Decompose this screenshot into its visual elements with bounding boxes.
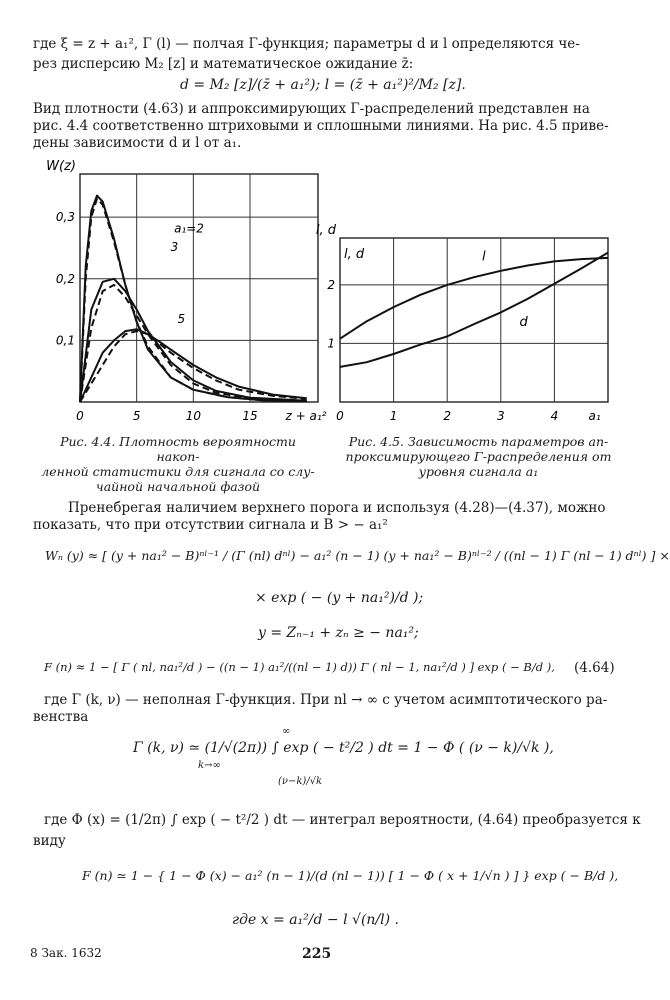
- equation-exp: × exp ( − (y + na₁²)/d );: [255, 590, 424, 606]
- curve-annotation: 3: [170, 240, 179, 255]
- page-number: 225: [302, 946, 332, 962]
- caption-4-4-line-1: Рис. 4.4. Плотность вероятности накоп-: [60, 434, 296, 464]
- equation-gamma-asymptotic: Γ (k, ν) ≃ (1/√(2π)) ∫ exp ( − t²/2 ) dt = 1 − Φ ( (ν − k)/√k ),: [133, 740, 554, 756]
- y-tick-label: 0,3: [55, 210, 75, 225]
- y-tick-label: 0,2: [55, 271, 75, 286]
- para-1-line-2: рез дисперсию M₂ [z] и математическое ожидание z̄:: [33, 56, 414, 72]
- x-tick-label: 2: [443, 409, 452, 423]
- plot-frame: [340, 238, 608, 402]
- equation-y: y = Zₙ₋₁ + zₙ ≥ − na₁²;: [258, 625, 419, 641]
- series-line-d: [340, 253, 608, 367]
- x-tick-label: 0: [336, 409, 344, 423]
- x-axis-label: z + a₁²: [285, 409, 327, 423]
- x-tick-label: 3: [496, 409, 505, 423]
- y-tick-label: 0,1: [55, 333, 75, 348]
- equation-gamma-lower-limit: (ν−k)/√k: [278, 776, 323, 787]
- para-2-line-3: дены зависимости d и l от a₁.: [33, 135, 242, 151]
- y-axis-label: W(z): [46, 159, 76, 174]
- x-tick-label: a₁: [588, 409, 601, 423]
- figure-4-4-chart: [30, 156, 330, 428]
- caption-4-4-line-3: чайной начальной фазой: [95, 479, 261, 494]
- footer-order-number: 8 Зак. 1632: [30, 946, 102, 960]
- series-line-l: [340, 258, 608, 339]
- curve-annotation: 5: [177, 312, 186, 327]
- equation-d-l: d = M₂ [z]/(z̄ + a₁²); l = (z̄ + a₁²)²/M₂ [z].: [180, 77, 466, 93]
- caption-4-4-line-2: ленной статистики для сигнала со слу-: [41, 464, 315, 479]
- caption-4-5-line-3: уровня сигнала a₁: [418, 464, 539, 479]
- x-tick-label: 4: [550, 409, 559, 423]
- x-tick-label: 0: [76, 409, 84, 423]
- x-tick-label: 15: [242, 409, 258, 423]
- curve-annotation: a₁=2: [174, 221, 204, 236]
- equation-number-4-64: (4.64): [574, 660, 615, 676]
- equation-f-n-transformed: F (n) ≃ 1 − { 1 − Φ (x) − a₁² (n − 1)/(d (nl − 1)) [ 1 − Φ ( x + 1/√n ) ] } exp ( − B/d ),: [82, 868, 619, 883]
- equation-gamma-subscript: k→∞: [198, 760, 221, 771]
- para-3-line-2: показать, что при отсутствии сигнала и B > − a₁²: [33, 517, 388, 533]
- y-tick-label: 1: [327, 336, 335, 351]
- y-axis-label-inside: l, d: [344, 247, 365, 262]
- caption-4-5-line-2: проксимирующего Γ-распределения от: [345, 449, 612, 464]
- para-3-line-1: Пренебрегая наличием верхнего порога и используя (4.28)—(4.37), можно: [68, 500, 606, 516]
- figure-4-5-chart: [315, 223, 622, 426]
- series-label-l: l: [482, 249, 486, 265]
- figure-4-5-caption: [336, 434, 621, 479]
- x-tick-label: 5: [132, 409, 141, 423]
- equation-w-n: Wₙ (y) ≈ [ (y + na₁² − B)ⁿˡ⁻¹ / (Γ (nl) dⁿˡ) − a₁² (n − 1) (y + na₁² − B)ⁿˡ⁻² / ((nl − 1) Γ (nl − 1) dⁿˡ) ] ×: [45, 548, 670, 563]
- x-tick-label: 10: [185, 409, 201, 423]
- x-tick-label: 1: [389, 409, 398, 423]
- y-axis-label: l, d: [315, 223, 336, 238]
- equation-f-n: F (n) ≈ 1 − [ Γ ( nl, na₁²/d ) − ((n − 1) a₁²/((nl − 1) d)) Γ ( nl − 1, na₁²/d ) ] exp ( − B/d ),: [44, 660, 555, 674]
- para-4-line-1: где Γ (k, ν) — неполная Γ-функция. При nl → ∞ с учетом асимптотического ра-: [44, 692, 608, 708]
- para-4-line-2: венства: [33, 709, 89, 725]
- para-5-line-1: где Φ (x) = (1/2π) ∫ exp ( − t²/2 ) dt — интеграл вероятности, (4.64) преобразуется к: [44, 812, 641, 828]
- equation-x: где x = a₁²/d − l √(n/l) .: [232, 912, 399, 928]
- y-tick-label: 2: [327, 277, 335, 292]
- equation-gamma-upper-limit: ∞: [282, 726, 291, 737]
- series-label-d: d: [519, 314, 528, 330]
- para-1-line-1: где ξ = z + a₁², Γ (l) — полчая Γ-функция; параметры d и l определяются че-: [33, 36, 580, 52]
- para-2-line-2: рис. 4.4 соответственно штриховыми и сплошными линиями. На рис. 4.5 приве-: [33, 118, 609, 134]
- caption-4-5-line-1: Рис. 4.5. Зависимость параметров ап-: [348, 434, 609, 449]
- para-5-line-2: виду: [33, 833, 66, 849]
- para-2-line-1: Вид плотности (4.63) и аппроксимирующих Γ-распределений представлен на: [33, 101, 590, 117]
- figure-4-4-caption: [38, 434, 318, 494]
